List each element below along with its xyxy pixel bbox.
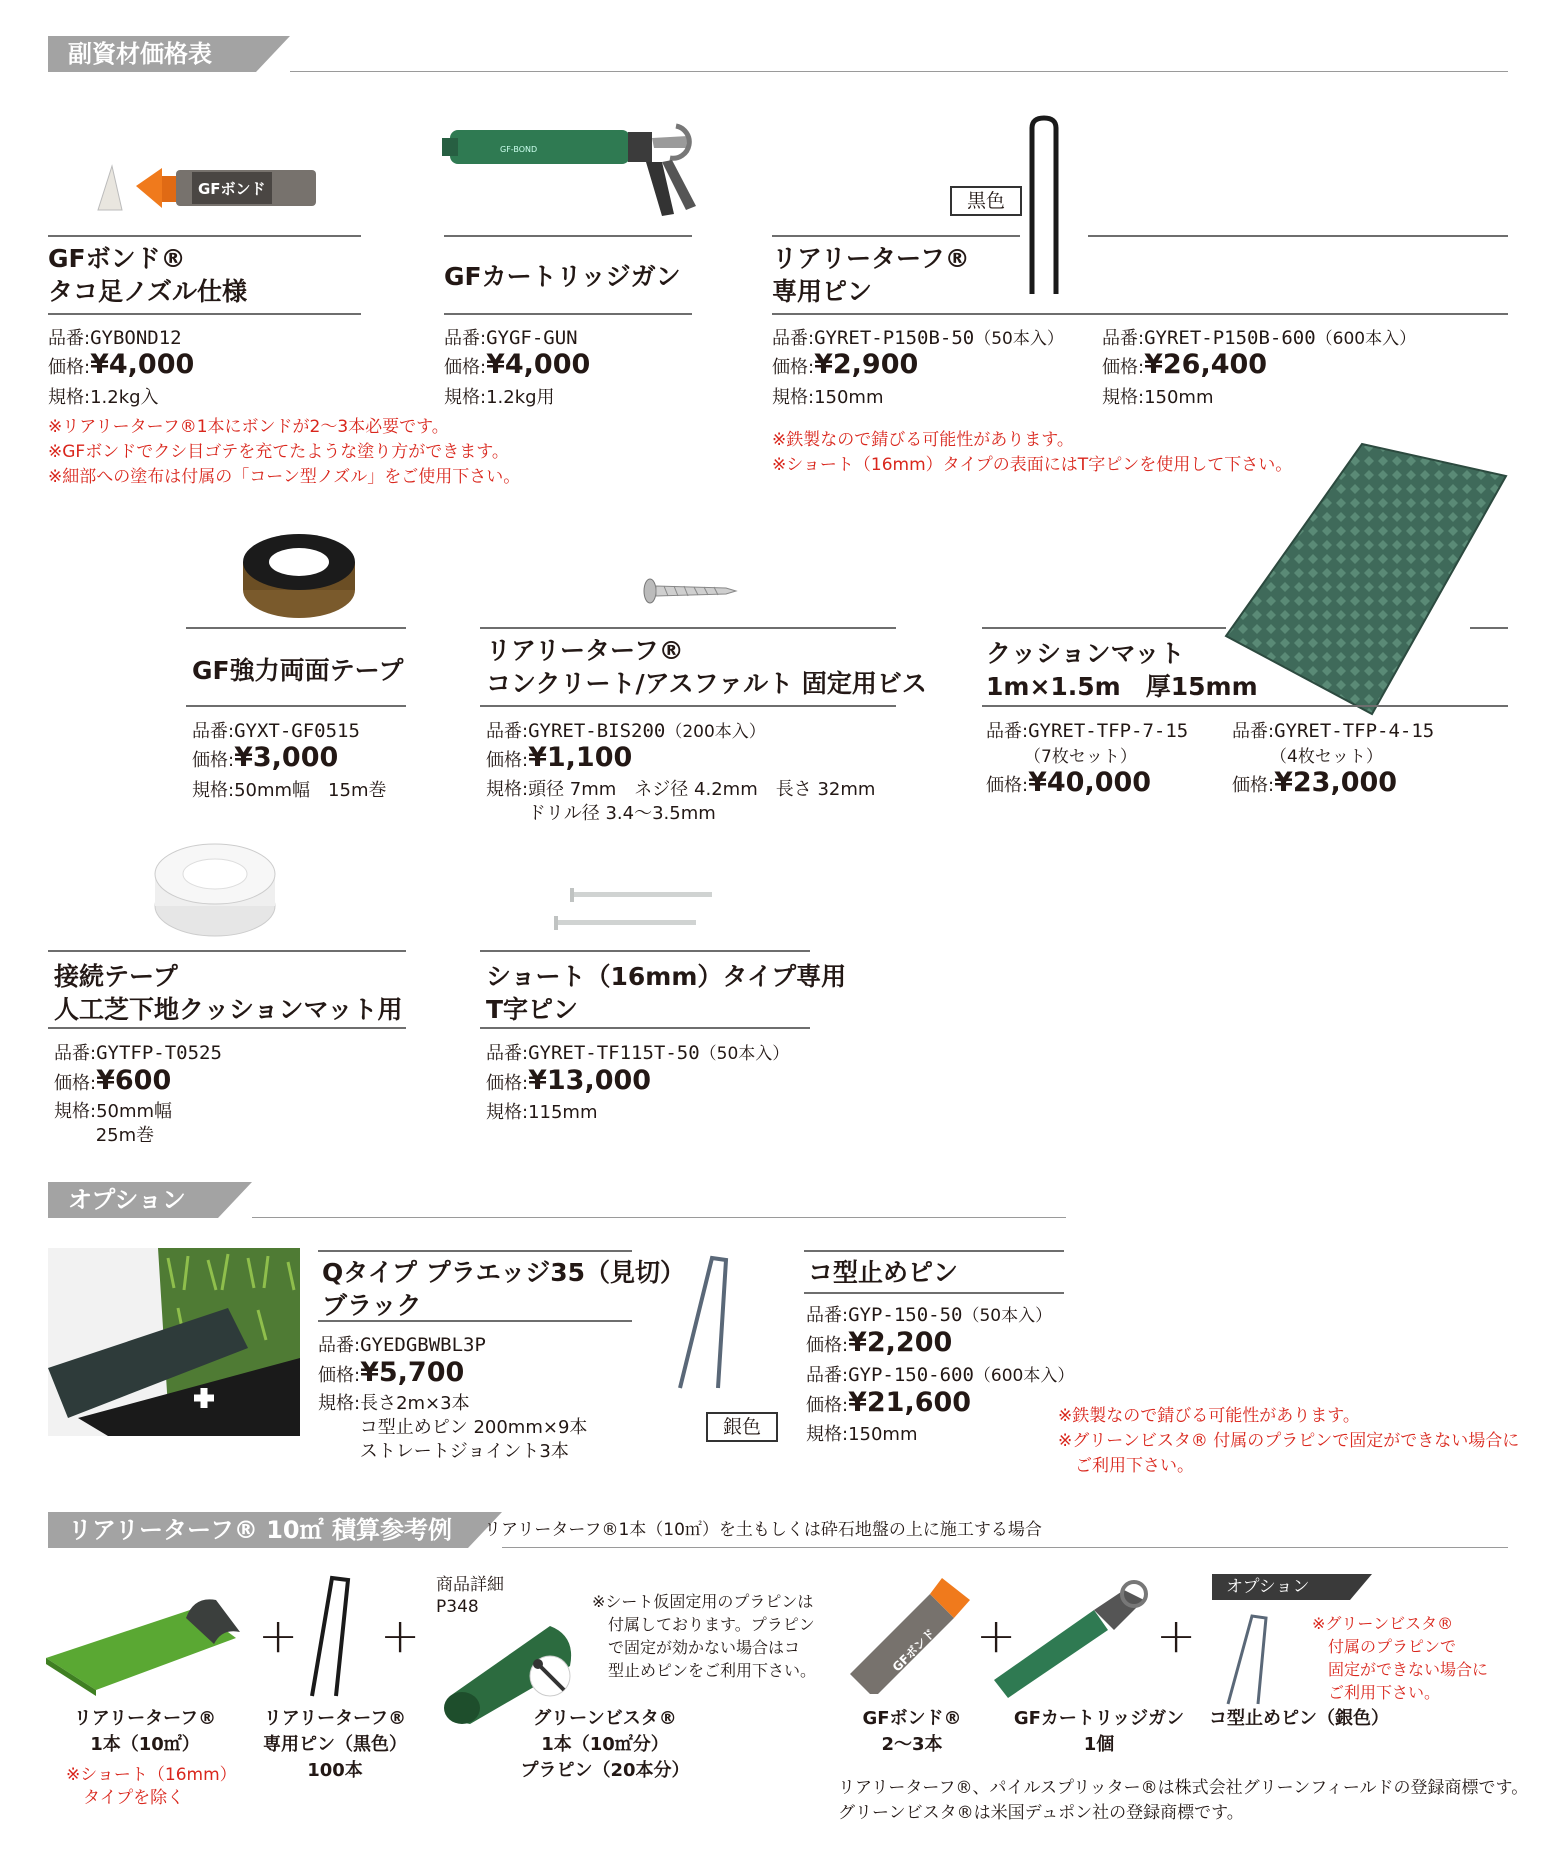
pin-a-price-row — [772, 349, 919, 381]
price-label: 価格: — [486, 1073, 529, 1094]
section-title: 副資材価格表 — [48, 36, 256, 72]
reference-subtitle: リアリーターフ®1本（10㎡）を土もしくは砕石地盤の上に施工する場合 — [484, 1520, 1042, 1540]
pin-b-price: ¥26,400 — [1144, 349, 1268, 380]
joint-title: 接続テープ 人工芝下地クッションマット用 — [54, 962, 403, 1024]
pin-b-code: GYRET-P150B-600 — [1144, 327, 1316, 349]
section-header-materials — [48, 36, 1508, 72]
bond-price: ¥4,000 — [90, 349, 195, 380]
svg-text:GFボンド: GFボンド — [198, 180, 266, 198]
pin-b-spec: 規格:150mm — [1102, 387, 1214, 408]
bond-price-row — [48, 349, 195, 381]
upin-a-price-row — [806, 1327, 953, 1359]
pin-a-spec: 規格:150mm — [772, 387, 884, 408]
ref-vista-caption: グリーンビスタ® 1本（10㎡分） プラピン（20本分） — [520, 1708, 690, 1781]
upin-a-code: GYP-150-50 — [848, 1304, 963, 1326]
joint-price: ¥600 — [96, 1065, 172, 1096]
ref-turf-image — [36, 1578, 246, 1698]
mat-b-price: ¥23,000 — [1274, 767, 1398, 798]
screw-title: リアリーターフ® コンクリート/アスファルト 固定用ビス — [486, 636, 927, 698]
gun-code: GYGF-GUN — [486, 327, 578, 349]
ref-silver-pin-image — [1222, 1610, 1282, 1710]
code-label: 品番: — [772, 328, 815, 349]
price-label: 価格: — [1102, 357, 1145, 378]
code-label: 品番: — [318, 1335, 361, 1356]
gun-price-row — [444, 349, 591, 381]
joint-price-row — [54, 1065, 172, 1097]
rule — [318, 1320, 632, 1322]
tape-code-row — [192, 718, 360, 745]
gun-spec: 規格:1.2kg用 — [444, 387, 555, 408]
gun-price: ¥4,000 — [486, 349, 591, 380]
tape-spec: 規格:50mm幅 15m巻 — [192, 780, 387, 801]
tpin-code-row — [486, 1040, 789, 1067]
joint-spec: 規格:50mm幅 25m巻 — [54, 1101, 173, 1146]
mat-a-price-row — [986, 767, 1152, 799]
mat-b-qty: （4枚セット） — [1270, 747, 1383, 767]
black-pin-image — [1024, 114, 1064, 304]
ref-upin-note: ※グリーンビスタ® 付属のプラピンで 固定ができない場合に ご利用下さい。 — [1312, 1614, 1489, 1702]
ref-vista-note: ※シート仮固定用のプラピンは 付属しております。プラピン で固定が効かない場合はコ 型止めピンをご利用下さい。 — [592, 1592, 817, 1680]
upin-b-code: GYP-150-600 — [848, 1364, 974, 1386]
price-label: 価格: — [192, 750, 235, 771]
pin-a-price: ¥2,900 — [814, 349, 919, 380]
section-rule — [502, 1547, 1508, 1548]
bond-code-row — [48, 325, 182, 352]
upin-b-price: ¥21,600 — [848, 1387, 972, 1418]
code-label: 品番: — [1232, 721, 1275, 742]
code-label: 品番: — [806, 1305, 849, 1326]
code-label: 品番: — [1102, 328, 1145, 349]
gun-title: GFカートリッジガン — [444, 262, 681, 291]
color-badge-silver: 銀色 — [706, 1412, 778, 1442]
pin-a-code: GYRET-P150B-50 — [814, 327, 975, 349]
pin-notes: ※鉄製なので錆びる可能性があります。 ※ショート（16mm）タイプの表面にはT字ピンを使用して下さい。 — [772, 430, 1293, 475]
gf-bond-image — [92, 152, 332, 218]
edge-spec: 規格:長さ2m×3本 コ型止めピン 200mm×9本 ストレートジョイント3本 — [318, 1393, 588, 1462]
upin-b-code-row — [806, 1362, 1074, 1389]
upin-b-price-row — [806, 1387, 972, 1419]
code-label: 品番: — [48, 328, 91, 349]
rule — [982, 627, 1226, 629]
section-title: リアリーターフ® 10㎡ 積算参考例 — [48, 1512, 468, 1548]
tape-price-row — [192, 742, 339, 774]
rule — [186, 627, 406, 629]
rule — [982, 705, 1508, 707]
price-label: 価格: — [444, 357, 487, 378]
rule — [804, 1250, 1064, 1252]
edge-price-row — [318, 1357, 465, 1389]
pin-a-qty: （50本入） — [974, 329, 1064, 349]
ref-gun-image — [984, 1570, 1154, 1700]
plus-sign: + — [976, 1608, 1017, 1664]
rule — [186, 705, 406, 707]
section-header-options — [48, 1182, 1066, 1218]
price-label: 価格: — [318, 1365, 361, 1386]
cushion-mat-image — [1222, 440, 1512, 720]
code-label: 品番: — [486, 1043, 529, 1064]
ref-bond-caption: GFボンド® 2～3本 — [862, 1708, 962, 1755]
ref-bond-image — [846, 1574, 978, 1694]
upin-a-price: ¥2,200 — [848, 1327, 953, 1358]
rule — [480, 1027, 810, 1029]
joint-tape-image — [150, 840, 280, 940]
code-label: 品番: — [444, 328, 487, 349]
plus-sign: + — [1156, 1608, 1197, 1664]
silver-pin-image — [672, 1248, 752, 1398]
joint-code: GYTFP-T0525 — [96, 1042, 222, 1064]
plus-sign: + — [258, 1608, 299, 1664]
rule — [480, 950, 810, 952]
screw-image — [640, 576, 740, 606]
joint-code-row — [54, 1040, 222, 1067]
pin-b-code-row — [1102, 325, 1416, 352]
ref-pin-caption: リアリーターフ® 専用ピン（黒色） 100本 — [263, 1708, 407, 1781]
ref-upin-caption: コ型止めピン（銀色） — [1209, 1708, 1389, 1729]
screw-code: GYRET-BIS200 — [528, 720, 666, 742]
edge-code: GYEDGBWBL3P — [360, 1334, 486, 1356]
ref-turf-note: ※ショート（16mm） タイプを除く — [66, 1765, 237, 1808]
price-label: 価格: — [986, 775, 1029, 796]
code-label: 品番: — [192, 721, 235, 742]
plastic-edge-image — [48, 1248, 300, 1436]
upin-a-qty: （50本入） — [962, 1306, 1053, 1326]
tpin-code: GYRET-TF115T-50 — [528, 1042, 700, 1064]
upin-notes: ※鉄製なので錆びる可能性があります。 ※グリーンビスタ® 付属のプラピンで固定ができない場合に ご利用下さい。 — [1058, 1406, 1520, 1476]
rule — [48, 235, 361, 237]
bond-spec: 規格:1.2kg入 — [48, 387, 159, 408]
bond-title: GFボンド® タコ足ノズル仕様 — [48, 244, 248, 306]
price-label: 価格: — [806, 1335, 849, 1356]
section-rule — [290, 71, 1508, 72]
mat-title: クッションマット 1m×1.5m 厚15mm — [986, 639, 1258, 701]
price-label: 価格: — [772, 357, 815, 378]
price-label: 価格: — [48, 357, 91, 378]
color-badge-black: 黒色 — [950, 186, 1022, 216]
price-label: 価格: — [1232, 775, 1275, 796]
code-label: 品番: — [486, 721, 529, 742]
upin-a-code-row — [806, 1302, 1052, 1329]
ref-option-tag: オプション — [1212, 1574, 1350, 1600]
rule — [444, 313, 692, 315]
code-label: 品番: — [806, 1365, 849, 1386]
rule — [48, 950, 406, 952]
rule — [48, 1027, 406, 1029]
tape-price: ¥3,000 — [234, 742, 339, 773]
mat-a-price: ¥40,000 — [1028, 767, 1152, 798]
ref-black-pin-image — [306, 1572, 366, 1702]
rule — [1088, 235, 1508, 237]
tab-corner — [1350, 1574, 1372, 1600]
mat-b-code-row — [1232, 718, 1434, 745]
bond-notes: ※リアリーターフ®1本にボンドが2～3本必要です。 ※GFボンドでクシ目ゴテを充てたような塗り方ができます。 ※細部への塗布は付属の「コーン型ノズル」をご使用下さい。 — [48, 417, 521, 487]
svg-text:GFボンド: GFボンド — [889, 1626, 938, 1675]
double-tape-image — [240, 532, 358, 620]
rule — [444, 235, 692, 237]
gun-code-row — [444, 325, 578, 352]
tab-corner — [256, 36, 290, 72]
bond-code: GYBOND12 — [90, 327, 182, 349]
ref-gun-caption: GFカートリッジガン 1個 — [1013, 1708, 1185, 1755]
tpin-qty: （50本入） — [699, 1044, 790, 1064]
t-pin-image — [548, 886, 718, 936]
screw-qty: （200本入） — [665, 722, 766, 742]
price-label: 価格: — [486, 750, 529, 771]
cartridge-gun-image — [440, 118, 700, 226]
pin-a-code-row — [772, 325, 1064, 352]
rule — [480, 627, 896, 629]
ref-turf-caption: リアリーターフ® 1本（10㎡） — [73, 1708, 217, 1755]
rule — [48, 313, 361, 315]
trademark-footer: リアリーターフ®、パイルスプリッター®は株式会社グリーンフィールドの登録商標です。 グリーンビスタ®は米国デュポン社の登録商標です。 — [838, 1778, 1529, 1823]
tab-corner — [218, 1182, 252, 1218]
edge-price: ¥5,700 — [360, 1357, 465, 1388]
tpin-price: ¥13,000 — [528, 1065, 652, 1096]
rule — [772, 313, 1508, 315]
rule — [772, 235, 1020, 237]
price-label: 価格: — [54, 1073, 97, 1094]
tpin-title: ショート（16mm）タイプ専用 T字ピン — [486, 962, 847, 1024]
rule — [480, 705, 896, 707]
rule — [804, 1292, 1064, 1294]
pin-b-price-row — [1102, 349, 1268, 381]
upin-title: コ型止めピン — [808, 1258, 959, 1287]
plus-sign: + — [380, 1608, 421, 1664]
upin-spec: 規格:150mm — [806, 1424, 918, 1445]
screw-price-row — [486, 742, 633, 774]
mat-a-code-row — [986, 718, 1188, 745]
pin-title: リアリーターフ® 専用ピン — [772, 244, 970, 306]
screw-price: ¥1,100 — [528, 742, 633, 773]
pin-b-qty: （600本入） — [1315, 329, 1417, 349]
code-label: 品番: — [986, 721, 1029, 742]
rule — [318, 1250, 632, 1252]
tape-title: GF強力両面テープ — [192, 656, 404, 685]
screw-code-row — [486, 718, 766, 745]
mat-b-code: GYRET-TFP-4-15 — [1274, 720, 1435, 742]
screw-spec: 規格:頭径 7mm ネジ径 4.2mm 長さ 32mm ドリル径 3.4～3.5mm — [486, 779, 876, 824]
ref-detail-label: 商品詳細 P348 — [436, 1575, 504, 1617]
tpin-price-row — [486, 1065, 652, 1097]
tape-code: GYXT-GF0515 — [234, 720, 360, 742]
edge-code-row — [318, 1332, 486, 1359]
section-rule — [252, 1217, 1066, 1218]
section-title: オプション — [48, 1182, 218, 1218]
edge-title: Qタイプ プラエッジ35（見切） ブラック — [322, 1258, 685, 1320]
price-label: 価格: — [806, 1395, 849, 1416]
mat-b-price-row — [1232, 767, 1398, 799]
code-label: 品番: — [54, 1043, 97, 1064]
upin-b-qty: （600本入） — [973, 1366, 1075, 1386]
tpin-spec: 規格:115mm — [486, 1102, 598, 1123]
mat-a-code: GYRET-TFP-7-15 — [1028, 720, 1189, 742]
svg-text:GF-BOND: GF-BOND — [500, 145, 538, 154]
mat-a-qty: （7枚セット） — [1024, 747, 1137, 767]
